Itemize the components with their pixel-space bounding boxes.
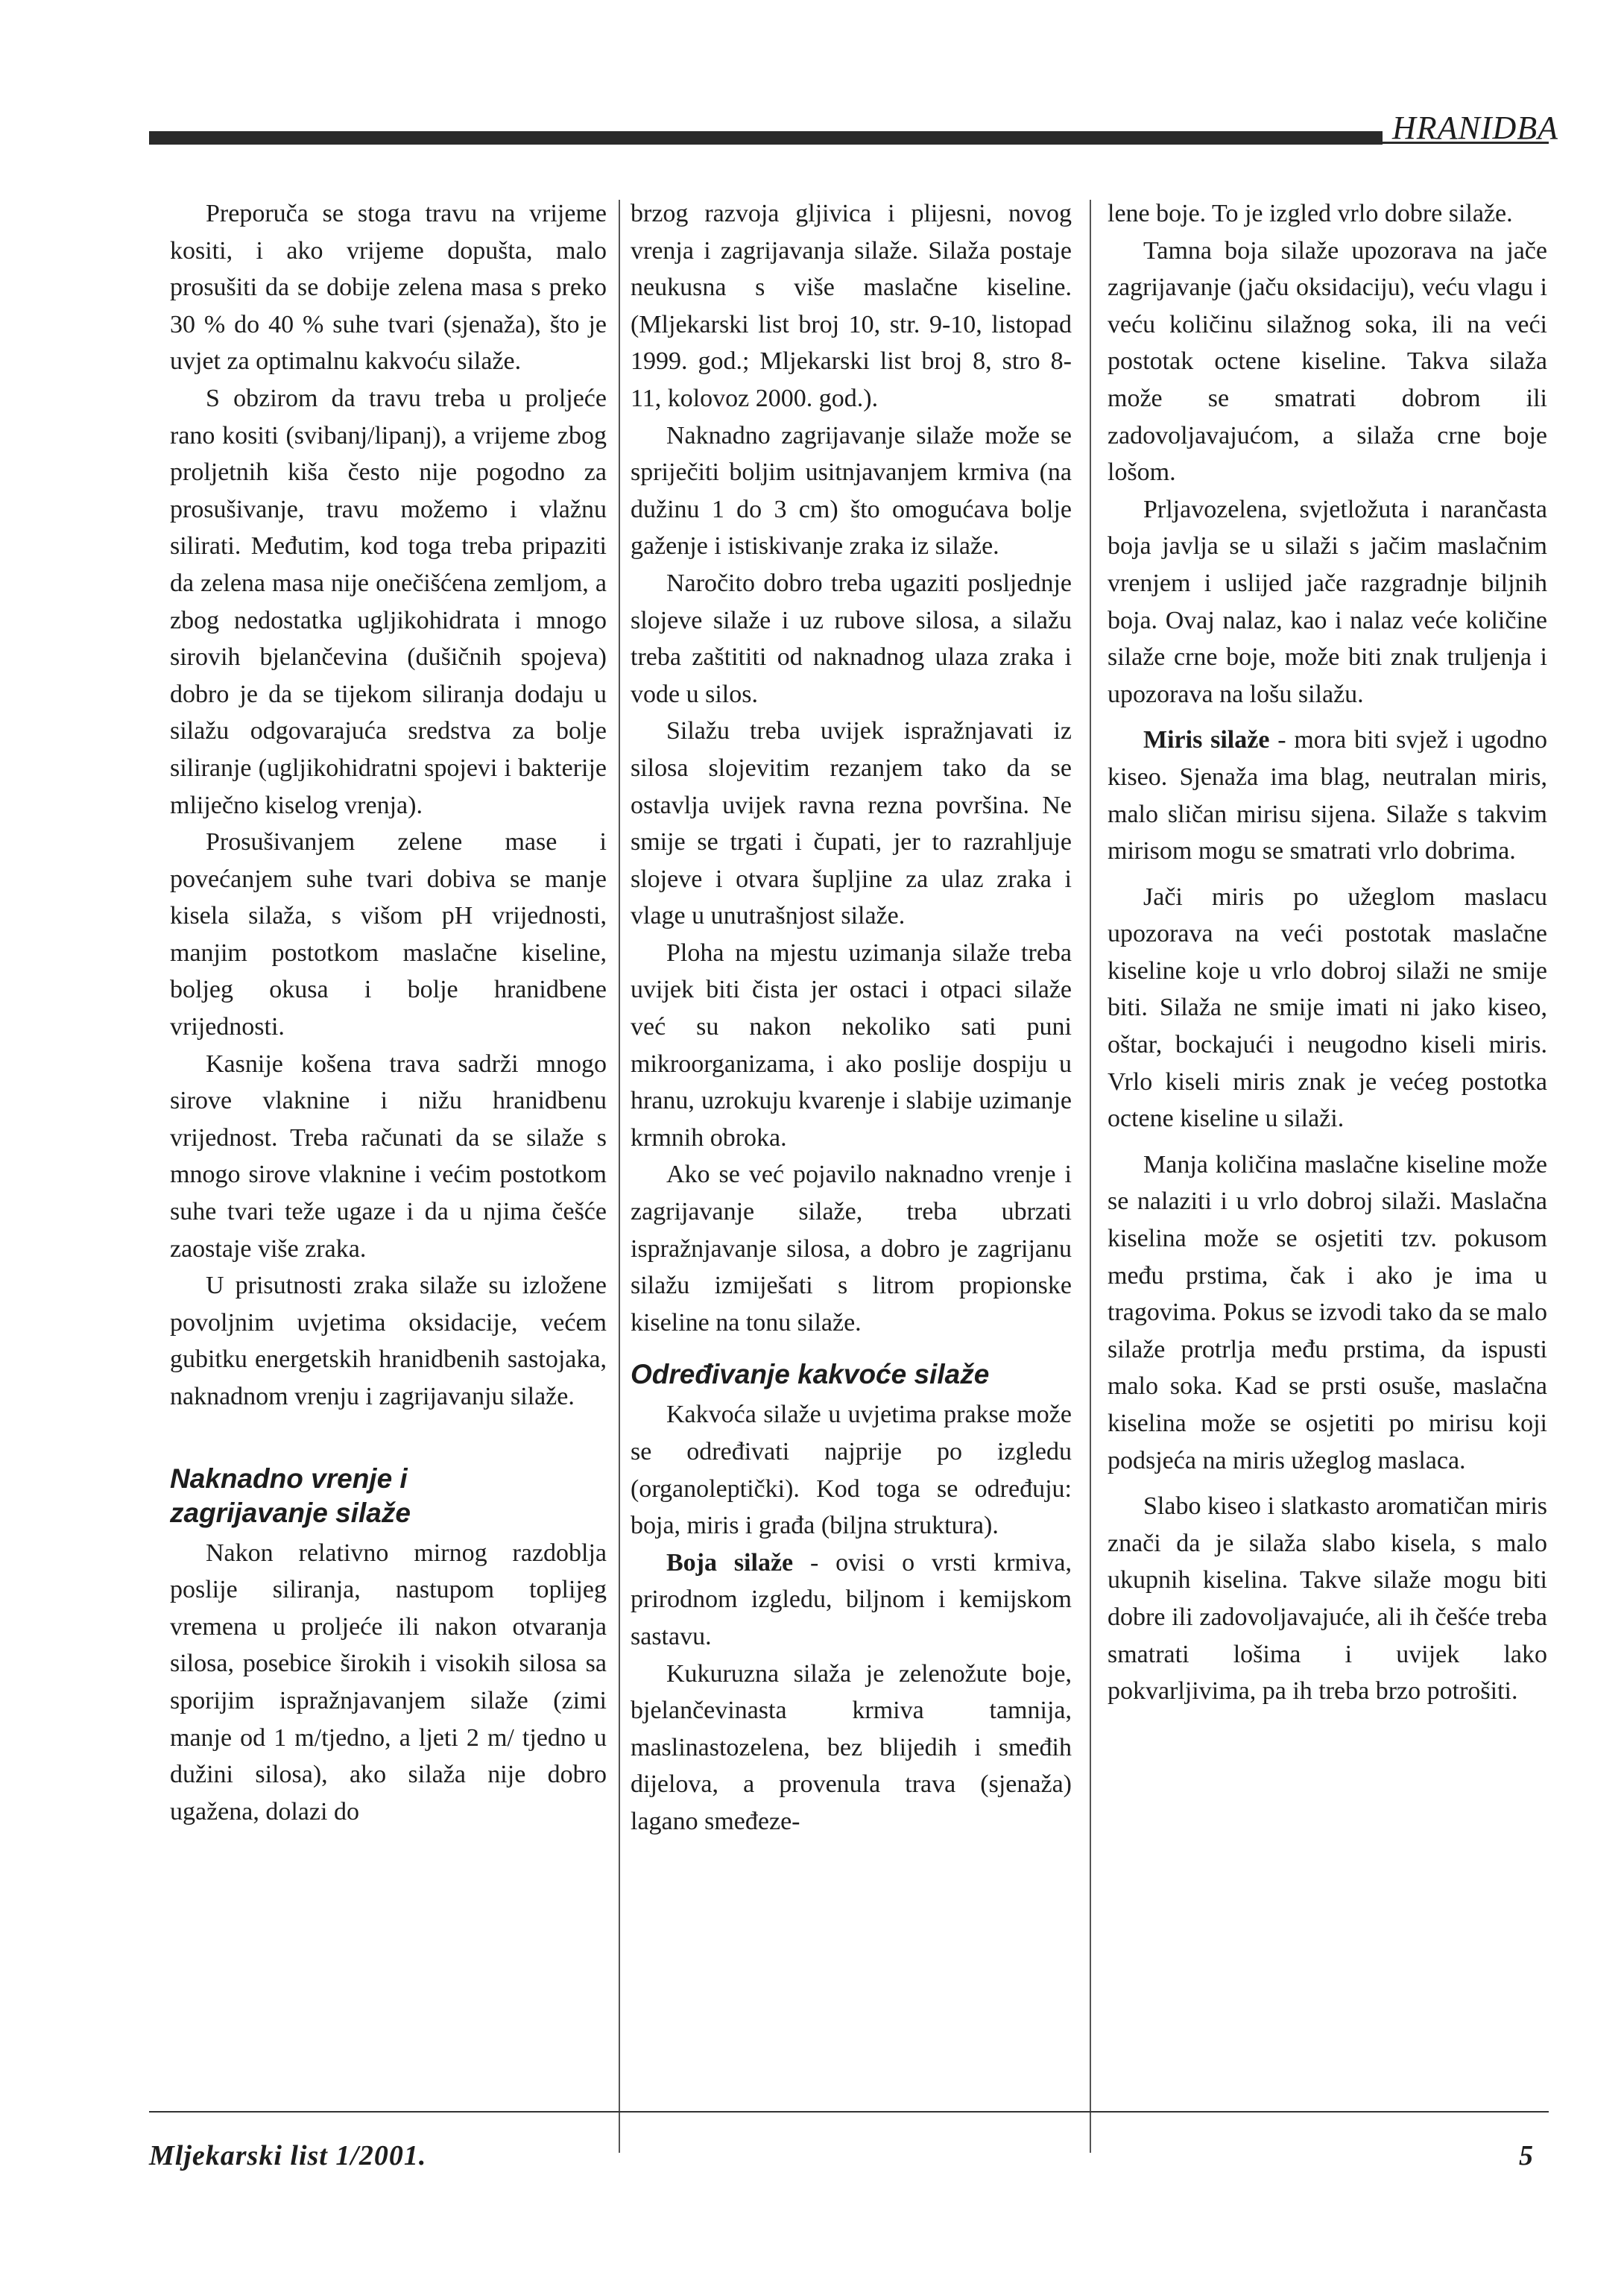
column-divider-1 xyxy=(619,200,620,2153)
paragraph: Slabo kiseo i slatkasto aromatičan miris znači da je silaža slabo kisela, s malo ukupnih kiselina. Takve silaže mogu biti dobre ili zadovoljavajuće, ali ih češće treba smatrati lošima i uvijek lako pokvarljivima, pa ih treba brzo potrošiti. xyxy=(1108,1492,1547,1706)
term-miris-silaze: Miris silaže xyxy=(1143,726,1270,754)
paragraph: Kukuruzna silaža je zelenožute boje, bjelančevinasta krmiva tamnija, maslinastozelena, bez blijedih i smeđih dijelova, a provenula trava (sjenaža) lagano smeđeze- xyxy=(631,1659,1072,1835)
paragraph: Kakvoća silaže u uvjetima prakse može se određivati najprije po izgledu (organoleptički). Kod toga se određuju: boja, miris i građa (biljna struktura). xyxy=(631,1401,1072,1540)
paragraph: Nakon relativno mirnog razdoblja poslije siliranja, nastupom toplijeg vremena u proljeće ili nakon otvaranja silosa, posebice širokih i visokih silosa sa sporijim ispražnjavanjem silaže (zimi manje od 1 m/tjedno, a ljeti 2 m/ tjedno u dužini silosa), ako silaža nije dobro ugažena, dolazi do xyxy=(170,1539,607,1826)
section-title: HRANIDBA xyxy=(1392,110,1559,146)
journal-name: Mljekarski list 1/2001. xyxy=(149,2140,427,2171)
paragraph: Ploha na mjestu uzimanja silaže treba uvijek biti čista jer ostaci i otpaci silaže već su nakon nekoliko sati puni mikroorganizama, i ako poslije dospiju u hranu, uzrokuju kvarenje i slabije uzimanje krmnih obroka. xyxy=(631,938,1072,1152)
subheading-line: Naknadno vrenje i xyxy=(170,1463,408,1494)
term-boja-silaze: Boja silaže xyxy=(666,1548,794,1577)
column-2 xyxy=(631,195,1072,1840)
paragraph: Naknadno zagrijavanje silaže može se spriječiti boljim usitnjavanjem krmiva (na dužinu 1 do 3 cm) što omogućava bolje gaženje i istiskivanje zraka iz silaže. xyxy=(631,421,1072,561)
paragraph-text: - ovisi o vrsti krmiva, prirodnom izgledu, biljnom i kemijskom sastavu. xyxy=(631,1548,1072,1650)
subheading-line: zagrijavanje silaže xyxy=(170,1497,411,1528)
paragraph: lene boje. To je izgled vrlo dobre silaže. xyxy=(1108,200,1513,227)
paragraph xyxy=(631,1545,1072,1656)
paragraph: Prosušivanjem zelene mase i povećanjem suhe tvari dobiva se manje kisela silaža, s višom pH vrijednosti, manjim postotkom maslačne kiseline, boljeg okusa i bolje hranidbene vrijednosti. xyxy=(170,828,607,1041)
paragraph: Jači miris po užeglom maslacu upozorava na veći postotak maslačne kiseline koje u vrlo dobroj silaži ne smije biti. Silaža ne smije imati ni jako kiseo, oštar, bockajući i neugodno kiseli miris. Vrlo kiseli miris znak je većeg postotka octene kiseline u silaži. xyxy=(1108,883,1547,1133)
footer-rule xyxy=(149,2111,1549,2113)
column-1 xyxy=(170,195,607,1830)
paragraph-text: - mora biti svjež i ugodno kiseo. Sjenaža ima blag, neutralan miris, malo sličan mirisu sijena. Silaže s takvim mirisom mogu se smatrati vrlo dobrima. xyxy=(1108,726,1547,865)
paragraph xyxy=(1108,722,1547,869)
paragraph: Prljavozelena, svjetložuta i narančasta boja javlja se u silaži s jačim maslačnim vrenjem i uslijed jače razgradnje biljnih boja. Ovaj nalaz, kao i nalaz veće količine silaže crne boje, može biti znak truljenja i upozorava na lošu silažu. xyxy=(1108,495,1547,708)
paragraph: brzog razvoja gljivica i plijesni, novog vrenja i zagrijavanja silaže. Silaža postaje neukusna s više maslačne kiseline. (Mljekarski list broj 10, str. 9-10, listopad 1999. god.; Mljekarski list broj 8, stro 8-11, kolovoz 2000. god.). xyxy=(631,200,1072,412)
paragraph: Kasnije košena trava sadrži mnogo sirove vlaknine i nižu hranidbenu vrijednost. Treba računati da se silaže s mnogo sirove vlaknine i većim postotkom suhe tvari teže ugaze i da u njima češće zaostaje više zraka. xyxy=(170,1050,607,1263)
paragraph: Ako se već pojavilo naknadno vrenje i zagrijavanje silaže, treba ubrzati ispražnjavanje silosa, a dobro je zagrijanu silažu izmiješati s litrom propionske kiseline na tonu silaže. xyxy=(631,1161,1072,1337)
subheading-naknadno-vrenje xyxy=(170,1462,607,1530)
paragraph: U prisutnosti zraka silaže su izložene povoljnim uvjetima oksidacije, većem gubitku energetskih hranidbenih sastojaka, naknadnom vrenju i zagrijavanju silaže. xyxy=(170,1272,607,1410)
page-number: 5 xyxy=(1519,2140,1533,2171)
column-divider-2 xyxy=(1090,200,1091,2153)
column-3 xyxy=(1108,195,1547,1710)
paragraph: Preporuča se stoga travu na vrijeme kositi, i ako vrijeme dopušta, malo prosušiti da se dobije zelena masa s preko 30 % do 40 % suhe tvari (sjenaža), što je uvjet za optimalnu kakvoću silaže. xyxy=(170,200,607,376)
paragraph: S obzirom da travu treba u proljeće rano kositi (svibanj/lipanj), a vrijeme zbog proljetnih kiša često nije pogodno za prosušivanje, travu možemo i vlažnu silirati. Međutim, kod toga treba pripaziti da zelena masa nije onečišćena zemljom, a zbog nedostatka ugljikohidrata i mnogo sirovih bjelančevina (dušičnih spojeva) dobro je da se tijekom siliranja dodaju u silažu odgovarajuća sredstva za bolje siliranje (ugljikohidratni spojevi i bakterije mliječno kiselog vrenja). xyxy=(170,384,607,819)
header-rule-bar xyxy=(149,131,1383,145)
paragraph: Silažu treba uvijek ispražnjavati iz silosa slojevitim rezanjem tako da se ostavlja uvijek ravna rezna površina. Ne smije se trgati i čupati, jer to razrahljuje slojeve i otvara šupljine za ulaz zraka i vlage u unutrašnjost silaže. xyxy=(631,717,1072,930)
subheading-odredivanje-kakvoce: Određivanje kakvoće silaže xyxy=(631,1359,990,1390)
paragraph: Naročito dobro treba ugaziti posljednje slojeve silaže i uz rubove silosa, a silažu treba zaštititi od naknadnog ulaza zraka i vode u silos. xyxy=(631,569,1072,708)
paragraph: Manja količina maslačne kiseline može se nalaziti i u vrlo dobroj silaži. Maslačna kiselina može se osjetiti tzv. pokusom među prstima, čak i ako je ima u tragovima. Pokus se izvodi tako da se malo silaže protrlja među prstima, da ispusti malo soka. Kad se prsti osuše, maslačna kiselina može se osjetiti po mirisu koji podsjeća na miris užeglog maslaca. xyxy=(1108,1150,1547,1474)
paragraph: Tamna boja silaže upozorava na jače zagrijavanje (jaču oksidaciju), veću vlagu i veću količinu silažnog soka, ili na veći postotak octene kiseline. Takva silaža može se smatrati dobrom ili zadovoljavajućom, a silaža crne boje lošom. xyxy=(1108,236,1547,487)
